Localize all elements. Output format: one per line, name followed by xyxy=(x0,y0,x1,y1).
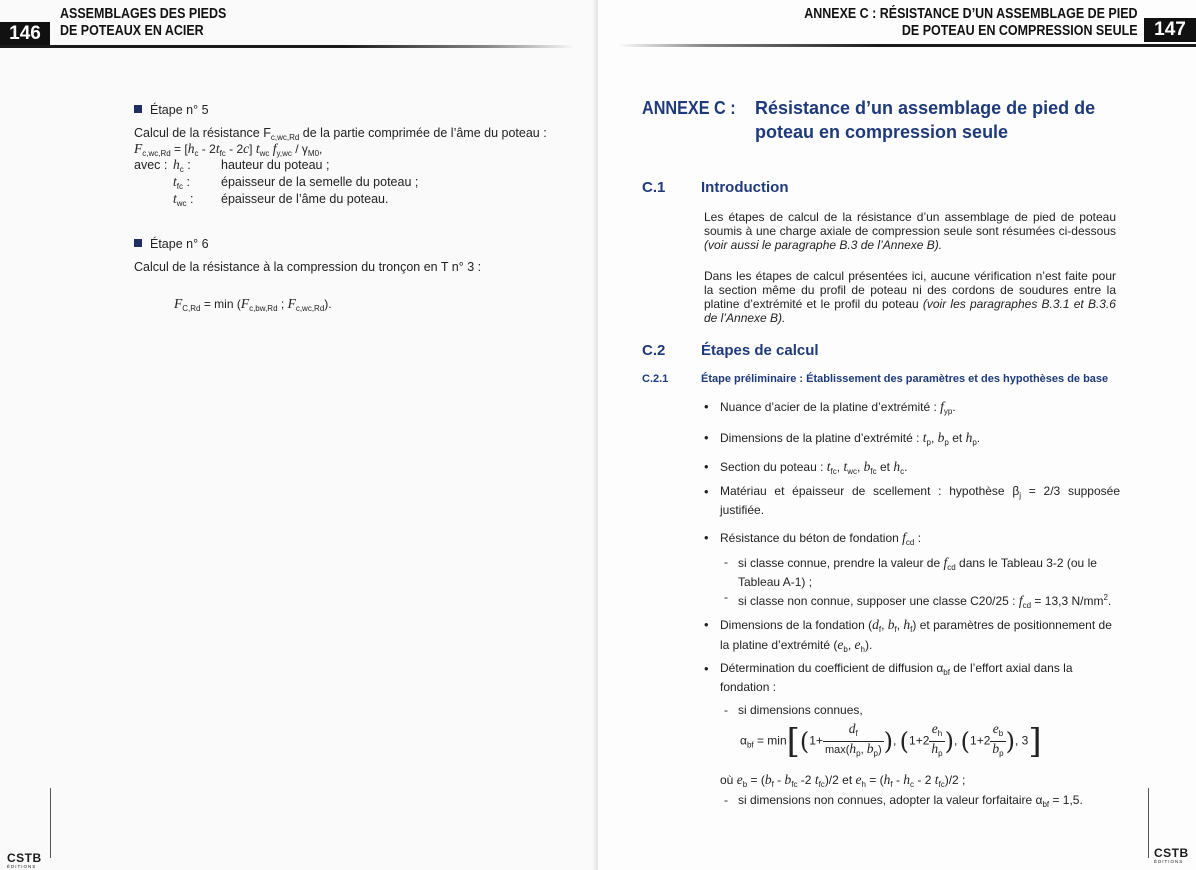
bullet-grout: • Matériau et épaisseur de scellement : hypothèse $\beta_j = 2/3$ supposée justifiée. xyxy=(720,484,1120,518)
annexe-title: Résistance d’un assemblage de pied de poteau en compression seule xyxy=(755,98,1096,142)
step5-formula: $F_{c,wc,Rd} = [h_c - 2t_{fc} - 2c]$ $t_{wc}$ $f_{y,wc} / \gamma_{M0}$, xyxy=(134,141,323,158)
eb-eh-definition: où $e_b = (b_f - b_{fc}$ -2 $t_{fc})/2$ et $e_h = (h_f - h_c - 2$ $t_{fc})/2$ ; xyxy=(720,772,966,789)
left-header-line2: DE POTEAUX EN ACIER xyxy=(60,23,204,39)
bullet-diffusion-coefficient: • Détermination du coefficient de diffusion $\alpha_{bf}$ de l’effort axial dans la fondation : xyxy=(720,661,1120,695)
step6-text: Calcul de la résistance à la compression du tronçon en T n° 3 : xyxy=(134,260,482,274)
page-number-left: 146 xyxy=(0,22,50,46)
bullet-column-section: • Section du poteau : $t_{fc}$, $t_{wc}$, $b_{fc}$ et $h_c$. xyxy=(720,459,1120,479)
step6-heading: Étape n° 6 xyxy=(134,237,209,251)
def-twc-desc: épaisseur de l’âme du poteau. xyxy=(221,192,389,206)
avec-label: avec : xyxy=(134,158,168,172)
right-footer-rule xyxy=(1148,788,1149,858)
left-header-rule xyxy=(0,45,575,48)
right-header-title xyxy=(805,6,1138,40)
page-number-right: 147 xyxy=(1144,18,1196,42)
step6-formula: $F_{C,Rd} = \min (F_{c,bw,Rd}$ ; $F_{c,wc,Rd}$). xyxy=(174,296,332,313)
bullet-plate-dimensions: • Dimensions de la platine d’extrémité : $t_p$, $b_p$ et $h_p$. xyxy=(720,430,1120,450)
bullet-concrete-strength: • Résistance du béton de fondation $f_{cd}$ : xyxy=(720,530,1120,550)
bullet-foundation-dimensions: • Dimensions de la fondation ($d_f$, $b_f$, $h_f$) et paramètres de positionnement de la platine d’extrémité ($e_b$, $e_h$). xyxy=(720,617,1120,657)
annexe-label: ANNEXE C : xyxy=(642,98,736,118)
square-bullet-icon xyxy=(134,105,142,113)
subsection-c21-number: C.2.1 xyxy=(642,373,669,385)
step5-heading: Étape n° 5 xyxy=(134,103,209,117)
section-c2-title: Étapes de calcul xyxy=(701,342,819,359)
square-bullet-icon xyxy=(134,239,142,247)
cstb-logo-left: CSTB ÉDITIONS xyxy=(7,851,42,869)
def-hc-symbol: $h_c$ : xyxy=(173,157,191,174)
dash-class-known: - si classe connue, prendre la valeur de $f_{cd}$ dans le Tableau 3-2 (ou le Tableau A-1) ; xyxy=(738,555,1116,590)
right-page xyxy=(598,0,1196,870)
step5-text: Calcul de la résistance $F_{c,wc,Rd}$ de la partie comprimée de l’âme du poteau : xyxy=(134,126,547,142)
right-header-line2: DE POTEAU EN COMPRESSION SEULE xyxy=(902,23,1138,39)
section-c1-number: C.1 xyxy=(642,179,666,196)
c1-paragraph-2: Dans les étapes de calcul présentées ici, aucune vérification n’est faite pour la section même du profil de poteau ni des cordons de soudures entre la platine d’extrémité et le profil du poteau (voir les paragraphes B.3.1 et B.3.6 de l’Annexe B). xyxy=(704,269,1116,325)
subsection-c21-title: Étape préliminaire : Établissement des paramètres et des hypothèses de base xyxy=(701,373,1109,385)
def-hc-desc: hauteur du poteau ; xyxy=(221,158,330,172)
cstb-logo-right: CSTB ÉDITIONS xyxy=(1154,846,1189,864)
dash-class-unknown: - si classe non connue, supposer une classe C20/25 : $f_{cd} = 13,3$ $N/mm^2$. xyxy=(738,590,1138,613)
alpha-bf-formula: $\alpha_{bf} = \min[(1+$ $\frac{d_f}{\max(h_p, b_p)}$ ), (1+2 $\frac{e_h}{h_p}$ ), (1+2 $\frac{e_b}{b_p}$ ), 3] xyxy=(740,721,1042,762)
bullet-steel-grade: • Nuance d’acier de la platine d’extrémité : $f_{yp}$. xyxy=(720,399,1120,419)
right-header-rule xyxy=(618,44,1196,47)
c1-paragraph-1: Les étapes de calcul de la résistance d’un assemblage de pied de poteau soumis à une charge axiale de compression seule sont résumées ci-dessous (voir aussi le paragraphe B.3 de l’Annexe B). xyxy=(704,210,1116,252)
section-c2-number: C.2 xyxy=(642,342,666,359)
dash-dimensions-unknown: - si dimensions non connues, adopter la valeur forfaitaire $\alpha_{bf} = 1,5$. xyxy=(738,793,1138,812)
right-header-line1: ANNEXE C : RÉSISTANCE D’UN ASSEMBLAGE DE PIED xyxy=(804,6,1138,22)
def-tfc-symbol: $t_{fc}$ : xyxy=(173,174,190,191)
left-footer-rule xyxy=(50,788,51,858)
def-tfc-desc: épaisseur de la semelle du poteau ; xyxy=(221,175,419,189)
def-twc-symbol: $t_{wc}$ : xyxy=(173,191,194,208)
left-header-title xyxy=(60,6,226,40)
dash-dimensions-known: - si dimensions connues, xyxy=(738,703,1116,718)
left-header-line1: ASSEMBLAGES DES PIEDS xyxy=(60,6,227,22)
section-c1-title: Introduction xyxy=(701,179,789,196)
